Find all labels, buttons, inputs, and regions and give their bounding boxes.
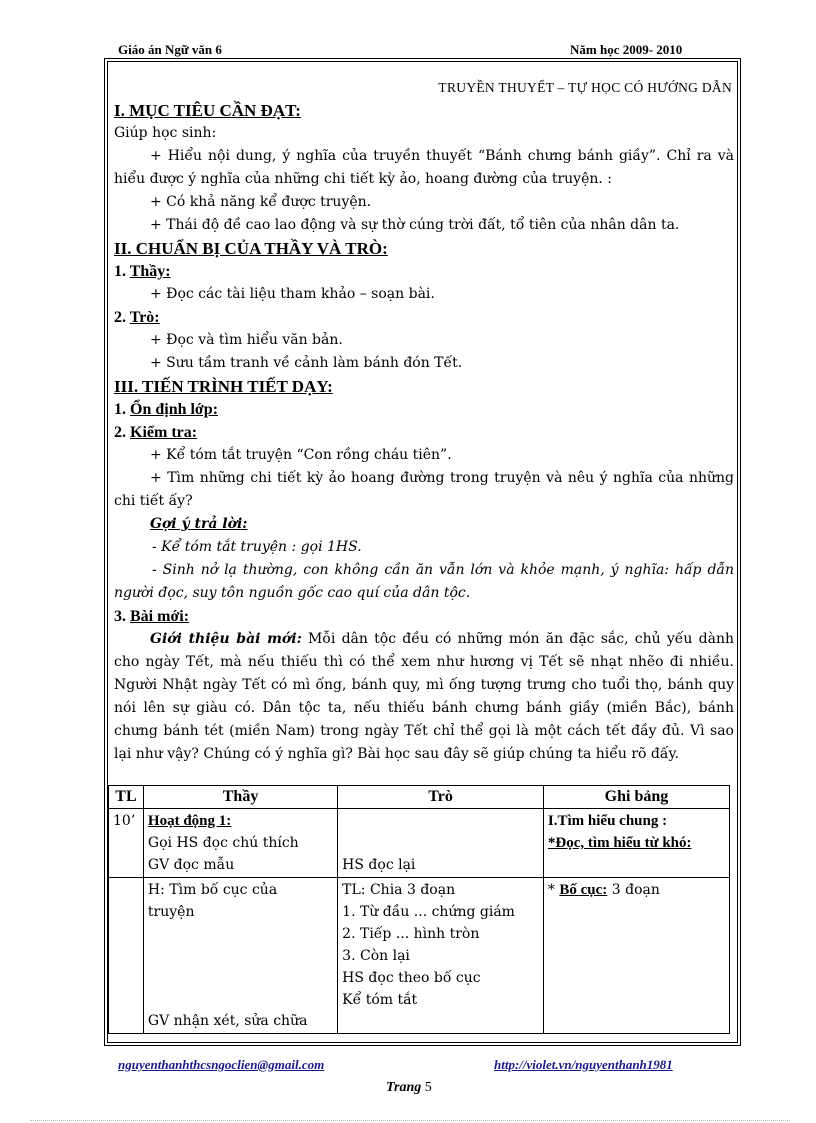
- teacher-item: + Đọc các tài liệu tham khảo – soạn bài.: [150, 286, 435, 302]
- step-2-heading: 2. Kiểm tra:: [114, 424, 198, 441]
- check-item-1: + Kể tóm tắt truyện “Con rồng cháu tiên”.: [150, 447, 452, 463]
- header-ghi-bang: Ghi bảng: [543, 786, 729, 809]
- row2-tro-line-3: 2. Tiếp ... hình tròn: [342, 926, 480, 942]
- header-thay: Thầy: [143, 786, 337, 809]
- ghi-structure-value: 3 đoạn: [607, 882, 660, 898]
- ghi-section-title: I.Tìm hiểu chung :: [547, 813, 668, 829]
- row1-thay-line-1: Gọi HS đọc chú thích: [147, 835, 299, 851]
- row2-tro: [338, 878, 544, 1034]
- hint-2: - Sinh nở lạ thường, con không cần ăn vẫn lớn và khỏe mạnh, ý nghĩa: hấp dẫn người đọc, suy tôn nguồn gốc cao quí của dân tộc.: [114, 562, 734, 601]
- header-left: Giáo án Ngữ văn 6: [118, 42, 222, 57]
- row1-tro-line-1: HS đọc lại: [342, 857, 416, 873]
- activity-title: Hoạt động 1:: [147, 813, 232, 829]
- row2-tro-line-1: TL: Chia 3 đoạn: [342, 882, 456, 898]
- table-row: [109, 809, 730, 878]
- ghi-star: *: [547, 882, 560, 898]
- section-1-item-2: + Có khả năng kể được truyện.: [150, 194, 372, 210]
- hint-1: - Kể tóm tắt truyện : gọi 1HS.: [152, 539, 362, 555]
- student-item-1: + Đọc và tìm hiểu văn bản.: [150, 332, 343, 348]
- student-item-2: + Sưu tầm tranh về cảnh làm bánh đón Tết.: [150, 355, 463, 371]
- lesson-content: [114, 78, 734, 766]
- section-1-item-1: + Hiểu nội dung, ý nghĩa của truyền thuyết “Bánh chưng bánh giầy”. Chỉ ra và hiểu được ý nghĩa của những chi tiết kỳ ảo, hoang đường của truyện. :: [114, 148, 734, 187]
- section-1-title: I. MỤC TIÊU CẦN ĐẠT:: [114, 101, 301, 120]
- row2-ghi: [543, 878, 729, 1034]
- row1-tl: 10’: [109, 809, 144, 878]
- section-2-title: II. CHUẨN BỊ CỦA THẦY VÀ TRÒ:: [114, 239, 388, 258]
- lesson-table: [108, 785, 730, 1034]
- footer-email-link[interactable]: nguyenthanhthcsngoclien@gmail.com: [118, 1057, 325, 1072]
- intro-text: Mỗi dân tộc đều có những món ăn đặc sắc, chủ yếu dành cho ngày Tết, mà nếu thiếu thì có thể xem như hương vị Tết sẽ nhạt nhẽo đi nhiều. Người Nhật ngày Tết có mì ống, bánh quy, mì ống tượng trưng cho tuổi thọ, bánh quy nói lên sự giàu có. Dân tộc ta, nếu thiếu bánh chưng bánh giầy (miền Bắc), bánh chưng bánh tét (miền Nam) trong ngày Tết chỉ thể gọi là một cách tết đầy đủ. Vì sao lại như vậy? Chúng có ý nghĩa gì? Bài học sau đây sẽ giúp chúng ta hiểu rõ đấy.: [114, 631, 734, 762]
- row2-thay-line-2: GV nhận xét, sửa chữa: [147, 1013, 308, 1029]
- topic-title: TRUYỀN THUYẾT – TỰ HỌC CÓ HƯỚNG DẪN: [438, 80, 732, 95]
- row2-thay-line-1: H: Tìm bố cục của truyện: [147, 882, 278, 920]
- section-3-title: III. TIẾN TRÌNH TIẾT DẠY:: [114, 377, 333, 396]
- row2-tro-line-2: 1. Từ đầu ... chứng giám: [342, 904, 515, 920]
- row1-ghi: [543, 809, 729, 878]
- row2-tro-line-6: Kể tóm tắt: [342, 992, 418, 1008]
- row2-tro-line-4: 3. Còn lại: [342, 948, 410, 964]
- page-number: Trang 5: [386, 1080, 432, 1095]
- header-right: Năm học 2009- 2010: [570, 42, 683, 57]
- section-1-intro: Giúp học sinh:: [114, 125, 217, 141]
- row2-tl: [109, 878, 144, 1034]
- bottom-divider: [30, 1120, 790, 1121]
- student-heading: 2. Trò:: [114, 309, 160, 326]
- row2-thay: [143, 878, 337, 1034]
- hint-title: Gợi ý trả lời:: [150, 516, 248, 532]
- intro-paragraph: [114, 628, 734, 766]
- step-1-heading: 1. Ổn định lớp:: [114, 401, 219, 418]
- check-item-2: + Tìm những chi tiết kỳ ảo hoang đường trong truyện và nêu ý nghĩa của những chi tiết ấy?: [114, 470, 734, 509]
- ghi-subtitle: *Đọc, tìm hiểu từ khó:: [547, 835, 692, 851]
- step-3-heading: 3. Bài mới:: [114, 608, 190, 625]
- row1-tro: [338, 809, 544, 878]
- header-tl: TL: [109, 786, 144, 809]
- table-header-row: [109, 786, 730, 809]
- row2-tro-line-5: HS đọc theo bố cục: [342, 970, 481, 986]
- row1-thay: [143, 809, 337, 878]
- teacher-heading: 1. Thầy:: [114, 263, 171, 280]
- section-1-item-3: + Thái độ đề cao lao động và sự thờ cúng trời đất, tổ tiên của nhân dân ta.: [150, 217, 680, 233]
- footer-url-link[interactable]: http://violet.vn/nguyenthanh1981: [494, 1057, 673, 1072]
- ghi-structure-label: Bố cục:: [559, 882, 608, 898]
- row1-thay-line-2: GV đọc mẫu: [147, 857, 235, 873]
- header-tro: Trò: [338, 786, 544, 809]
- table-row: [109, 878, 730, 1034]
- intro-title: Giới thiệu bài mới:: [150, 631, 302, 647]
